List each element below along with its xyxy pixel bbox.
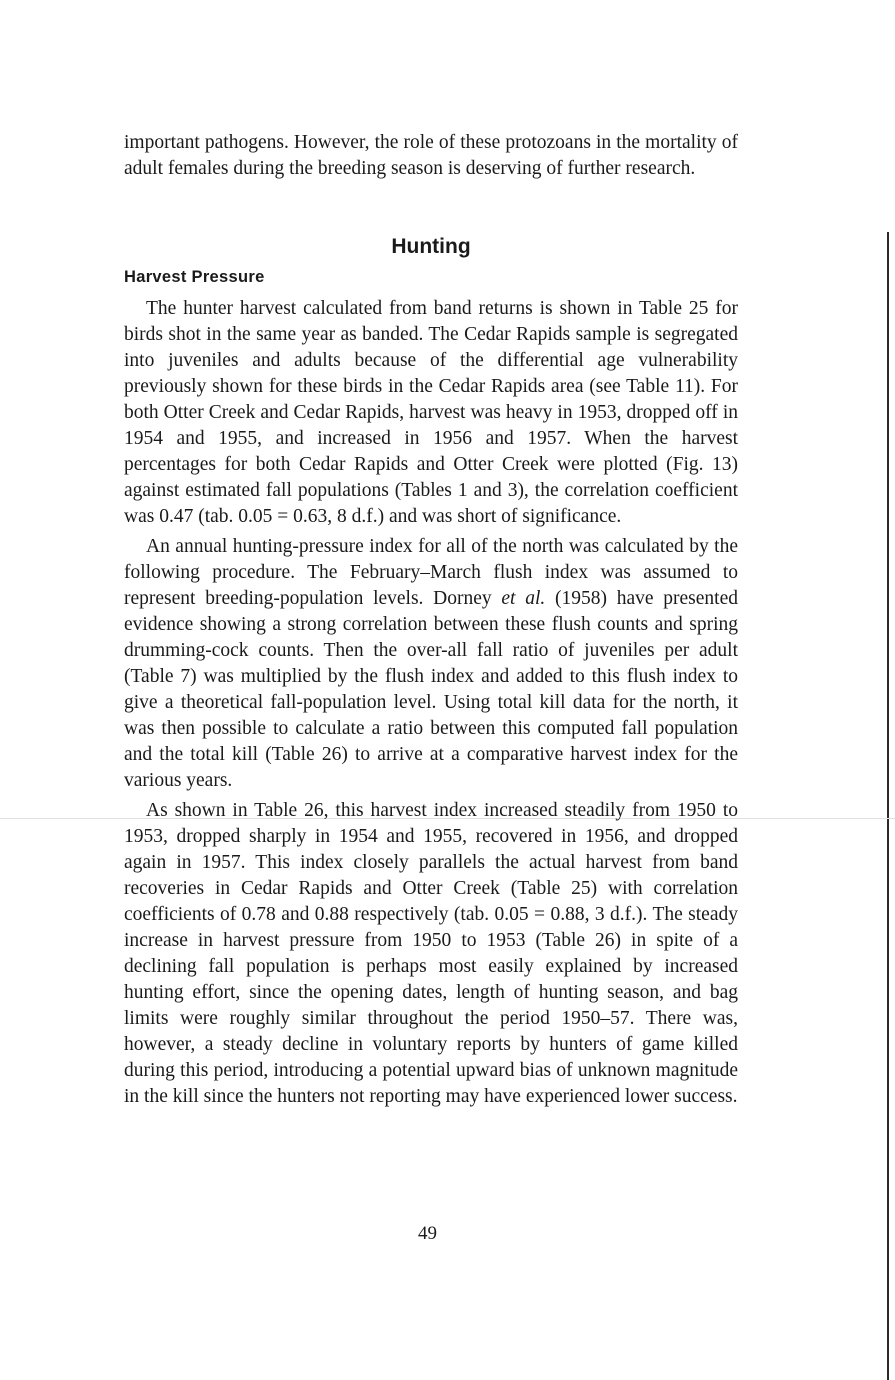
- intro-paragraph: important pathogens. However, the role of these protozoans in the mortality of adult females during the breeding season is deserving of further research.: [124, 132, 738, 179]
- page-edge-shadow: [887, 232, 889, 1380]
- italic-citation: et al.: [501, 588, 546, 609]
- section-heading: Hunting: [391, 235, 471, 258]
- page-number: 49: [418, 1223, 437, 1244]
- body-paragraph-3: As shown in Table 26, this harvest index increased steadily from 1950 to 1953, dropped sharply in 1954 and 1955, recovered in 1956, and dropped again in 1957. This index closely parallels the actual harvest from band recoveries in Cedar Rapids and Otter Creek (Table 25) with correlation coefficients of 0.78 and 0.88 respectively (tab. 0.05 = 0.88, 3 d.f.). The steady increase in harvest pressure from 1950 to 1953 (Table 26) in spite of a declining fall population is perhaps most easily explained by increased hunting effort, since the opening dates, length of hunting season, and bag limits were roughly similar throughout the period 1950–57. There was, however, a steady decline in voluntary reports by hunters of game killed during this period, introducing a potential upward bias of unknown magnitude in the kill since the hunters not reporting may have experienced lower success.: [124, 800, 738, 1107]
- body-paragraph-2: [124, 534, 738, 794]
- subsection-heading: Harvest Pressure: [124, 268, 265, 286]
- page-body: [124, 130, 738, 1110]
- body-paragraph-1: The hunter harvest calculated from band returns is shown in Table 25 for birds shot in the same year as banded. The Cedar Rapids sample is segregated into juveniles and adults because of the differential age vulnerability previously shown for these birds in the Cedar Rapids area (see Table 11). For both Otter Creek and Cedar Rapids, harvest was heavy in 1953, dropped off in 1954 and 1955, and increased in 1956 and 1957. When the harvest percentages for both Cedar Rapids and Otter Creek were plotted (Fig. 13) against estimated fall populations (Tables 1 and 3), the correlation coefficient was 0.47 (tab. 0.05 = 0.63, 8 d.f.) and was short of significance.: [124, 298, 738, 527]
- paragraph-2-text-end: (1958) have presented evidence showing a strong correlation between these flush counts and spring drumming-cock counts. Then the over-all fall ratio of juveniles per adult (Table 7) was multiplied by the flush index and added to this flush index to give a theoretical fall-population level. Using total kill data for the north, it was then possible to calculate a ratio between this computed fall population and the total kill (Table 26) to arrive at a comparative harvest index for the various years.: [124, 588, 738, 791]
- paragraph-2-text-start: An annual hunting-pressure index for all of the north was calculated by the following procedure. The February–March flush index was assumed to represent breeding-population levels. Dorney: [124, 536, 738, 609]
